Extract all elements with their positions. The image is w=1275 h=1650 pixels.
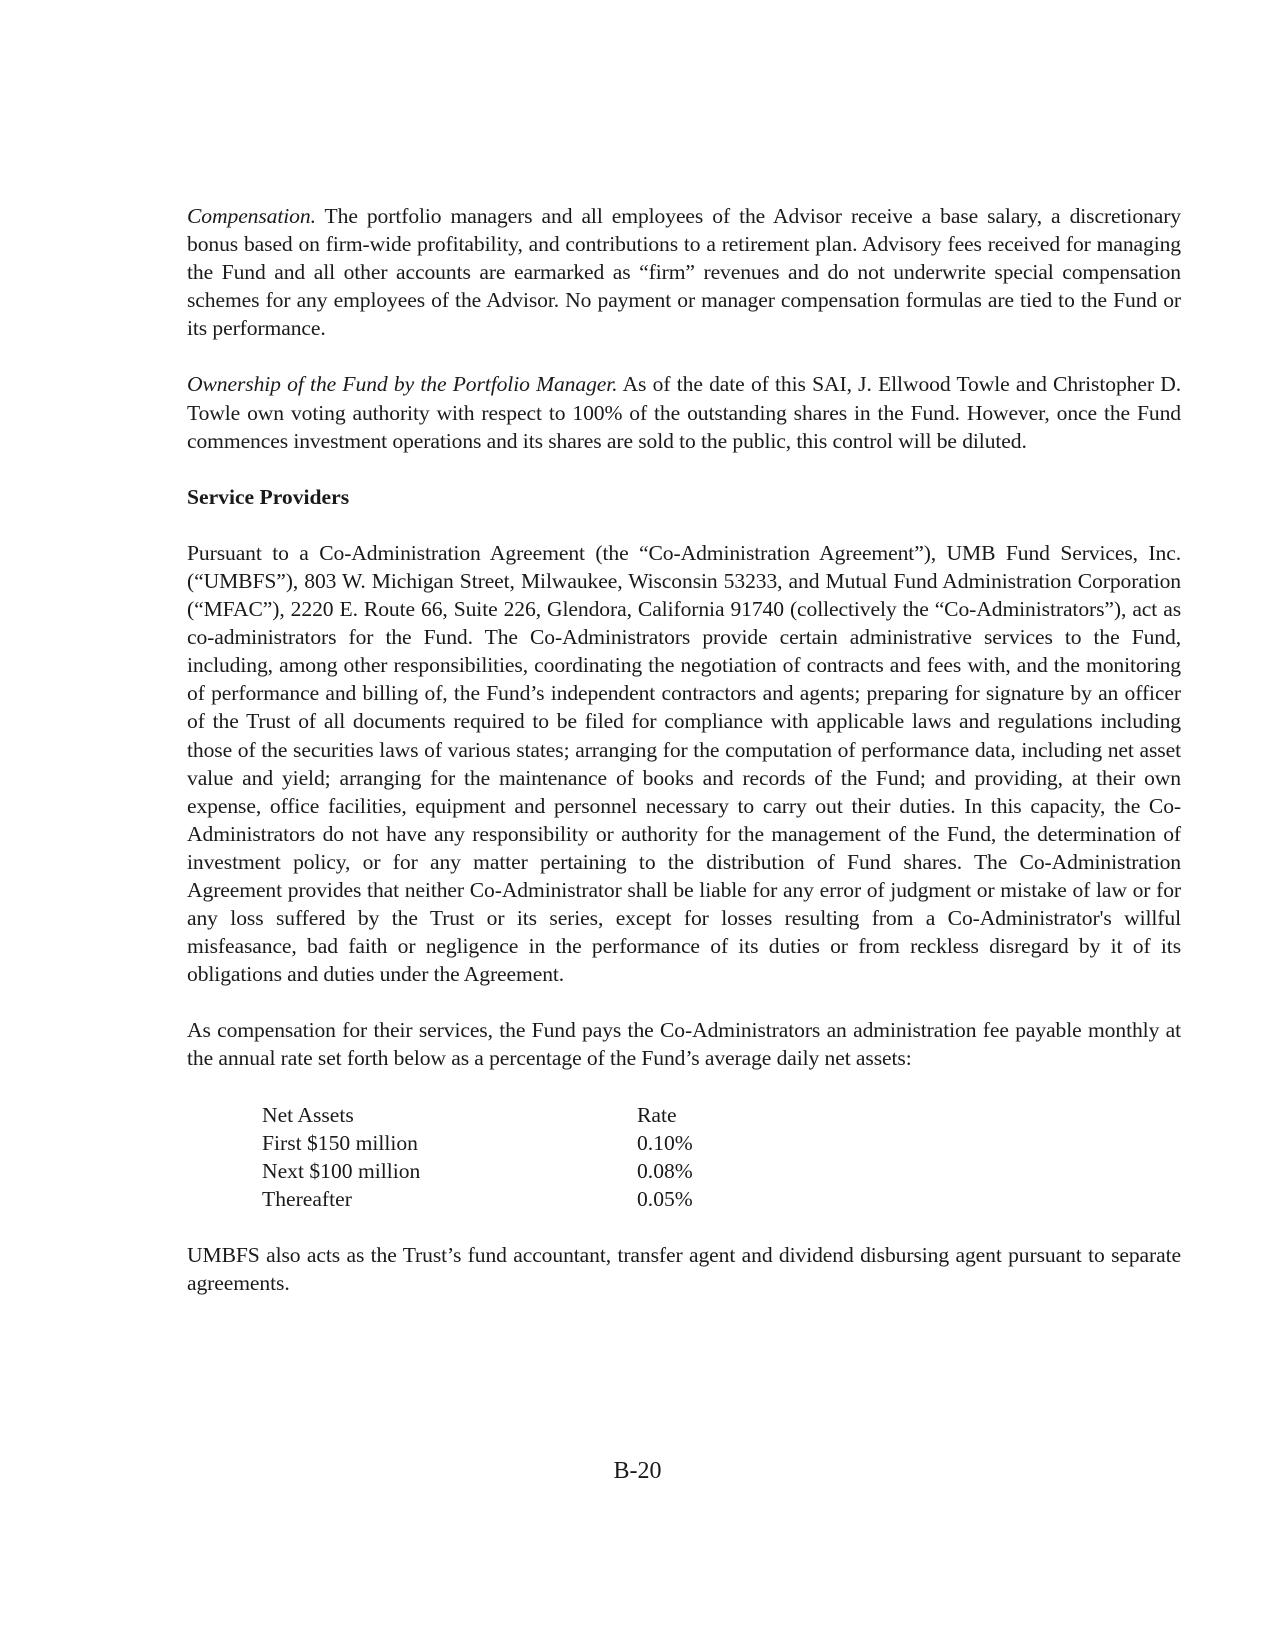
ownership-text: As of the date of this SAI, J. Ellwood Towle and Christopher D. Towle own voting authority with respect to 100% of the outstanding shares in the Fund. However, once the Fund commences investment operations and its shares are sold to the public, this control will be diluted. [187, 372, 1181, 453]
fee-table-row [262, 1129, 837, 1157]
fee-table-cell-net-assets: Thereafter [262, 1186, 352, 1211]
fee-table [262, 1101, 837, 1213]
document-body [187, 202, 1181, 1297]
ownership-lead: Ownership of the Fund by the Portfolio Manager. [187, 372, 618, 397]
fee-table-cell-rate: 0.05% [637, 1186, 693, 1211]
compensation-paragraph [187, 202, 1181, 342]
fee-table-header-rate: Rate [637, 1102, 677, 1127]
service-providers-heading: Service Providers [187, 484, 350, 509]
compensation-lead: Compensation. [187, 204, 316, 228]
ownership-paragraph [187, 370, 1181, 454]
fee-intro-paragraph: As compensation for their services, the Fund pays the Co-Administrators an administration fee payable monthly at the annual rate set forth below as a percentage of the Fund’s average daily net assets: [187, 1018, 1181, 1071]
compensation-text: The portfolio managers and all employees of the Advisor receive a base salary, a discretionary bonus based on firm-wide profitability, and contributions to a retirement plan. Advisory fees received for managing the Fund and all other accounts are earmarked as “firm” revenues and do not underwrite special compensation schemes for any employees of the Advisor. No payment or manager compensation formulas are tied to the Fund or its performance. [187, 204, 1181, 341]
page-number: B-20 [613, 1458, 662, 1484]
fee-table-cell-net-assets: First $150 million [262, 1130, 418, 1155]
service-providers-paragraph: Pursuant to a Co-Administration Agreement (the “Co-Administration Agreement”), UMB Fund Services, Inc. (“UMBFS”), 803 W. Michigan Street, Milwaukee, Wisconsin 53233, and Mutual Fund Administration Corporation (“MFAC”), 2220 E. Route 66, Suite 226, Glendora, California 91740 (collectively the “Co-Administrators”), act as co-administrators for the Fund. The Co-Administrators provide certain administrative services to the Fund, including, among other responsibilities, coordinating the negotiation of contracts and fees with, and the monitoring of performance and billing of, the Fund’s independent contractors and agents; preparing for signature by an officer of the Trust of all documents required to be filed for compliance with applicable laws and regulations including those of the securities laws of various states; arranging for the computation of performance data, including net asset value and yield; arranging for the maintenance of books and records of the Fund; and providing, at their own expense, office facilities, equipment and personnel necessary to carry out their duties. In this capacity, the Co-Administrators do not have any responsibility or authority for the management of the Fund, the determination of investment policy, or for any matter pertaining to the distribution of Fund shares. The Co-Administration Agreement provides that neither Co-Administrator shall be liable for any error of judgment or mistake of law or for any loss suffered by the Trust or its series, except for losses resulting from a Co-Administrator's willful misfeasance, bad faith or negligence in the performance of its duties or from reckless disregard by it of its obligations and duties under the Agreement. [187, 540, 1181, 987]
fee-table-cell-rate: 0.10% [637, 1130, 693, 1155]
fee-table-row [262, 1185, 837, 1213]
fee-table-cell-rate: 0.08% [637, 1158, 693, 1183]
fee-table-row [262, 1157, 837, 1185]
fee-table-header-row [262, 1101, 837, 1129]
fee-table-header-net-assets: Net Assets [262, 1102, 354, 1127]
umbfs-note-paragraph: UMBFS also acts as the Trust’s fund accountant, transfer agent and dividend disbursing agent pursuant to separate agreements. [187, 1242, 1181, 1295]
fee-table-cell-net-assets: Next $100 million [262, 1158, 421, 1183]
